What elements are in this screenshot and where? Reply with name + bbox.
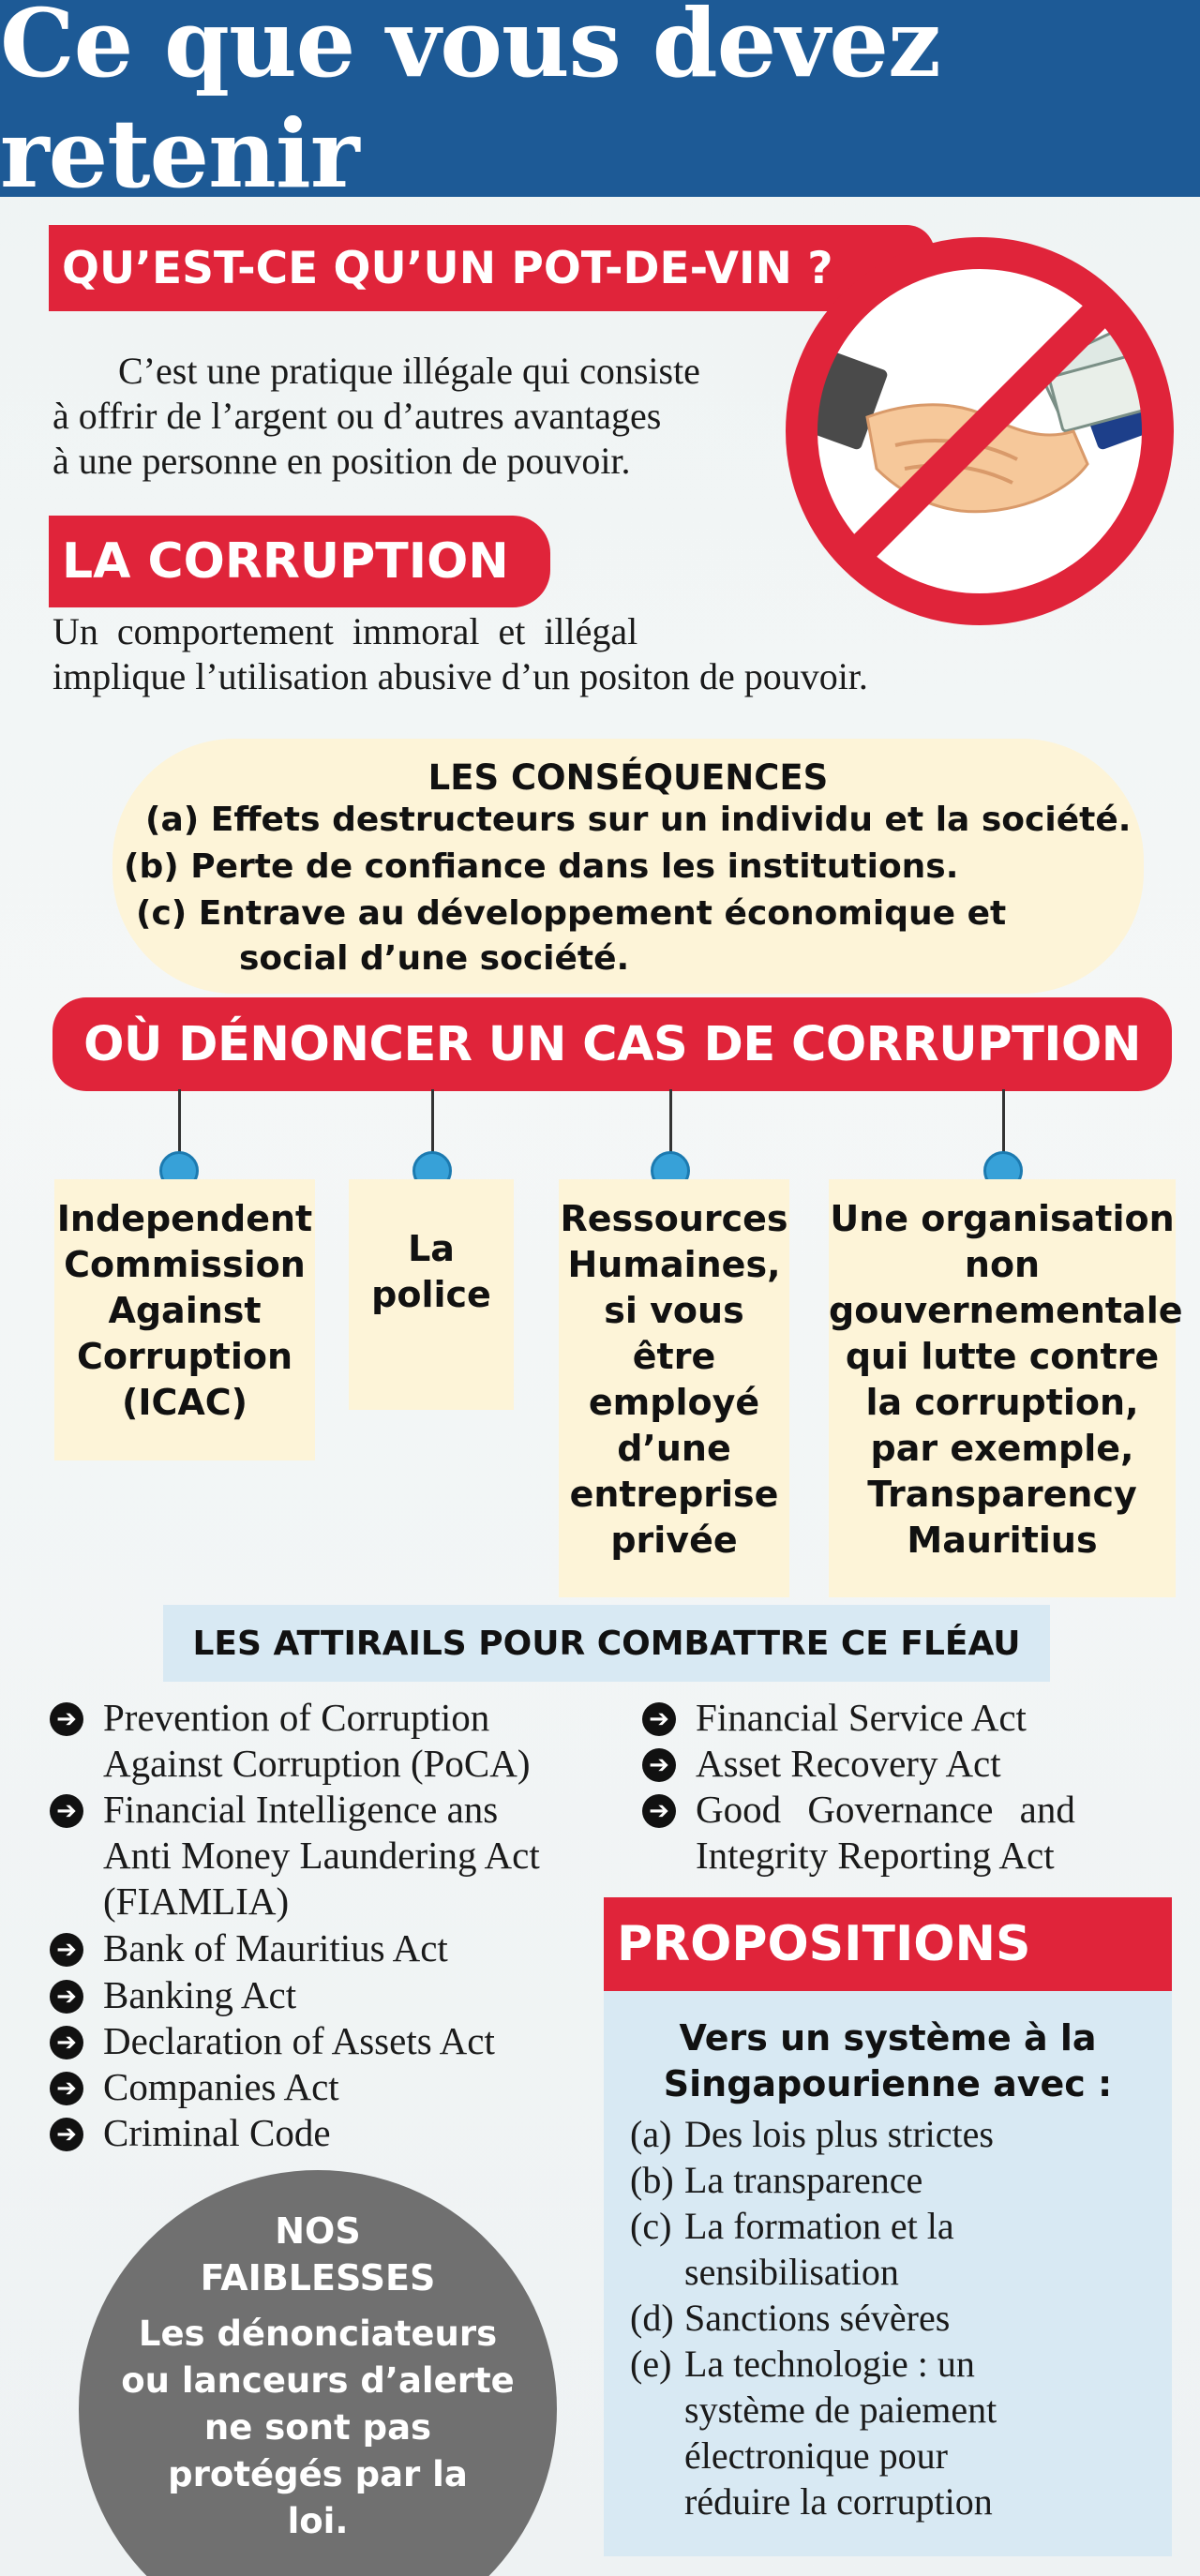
weaknesses-title: NOS FAIBLESSES xyxy=(200,2210,436,2299)
arrow-circle-right-icon: ➔ xyxy=(642,1748,676,1782)
tool-item: ➔ Financial Service Act xyxy=(696,1695,1027,1741)
arrow-circle-right-icon: ➔ xyxy=(50,1794,83,1828)
arrow-circle-right-icon: ➔ xyxy=(50,1980,83,2014)
tool-item: ➔ Banking Act xyxy=(103,1972,296,2018)
proposition-item: (b) La transparence xyxy=(630,2159,923,2201)
definition-line: Un comportement immoral et illégal xyxy=(52,610,638,652)
proposition-item: (e) La technologie : un système de paiement électronique pour réduire la corruption xyxy=(630,2343,998,2523)
page-title: Ce que vous devez retenir xyxy=(0,0,940,209)
definition-line: à une personne en position de pouvoir. xyxy=(52,440,631,482)
arrow-circle-right-icon: ➔ xyxy=(642,1794,676,1828)
consequence-item: (a) Effets destructeurs sur un individu et la société. xyxy=(145,801,1132,839)
consequences-box xyxy=(112,739,1144,994)
definition-line: implique l’utilisation abusive d’un positon de pouvoir. xyxy=(52,655,868,697)
report-card-police: La police xyxy=(349,1179,514,1410)
propositions-intro: Vers un système à la Singapourienne avec : xyxy=(663,2017,1113,2104)
arrow-circle-right-icon: ➔ xyxy=(50,2118,83,2151)
proposition-item: (d) Sanctions sévères xyxy=(630,2297,951,2339)
propositions-heading: PROPOSITIONS xyxy=(604,1897,1172,1991)
consequence-item: (b) Perte de confiance dans les institutions. xyxy=(124,847,959,886)
arrow-circle-right-icon: ➔ xyxy=(50,2026,83,2059)
definition-line: C’est une pratique illégale qui consiste xyxy=(118,350,700,392)
no-bribe-icon xyxy=(764,216,1195,647)
proposition-item: (a) Des lois plus strictes xyxy=(630,2113,994,2155)
tool-item: ➔ Prevention of Corruption Against Corruption (PoCA) xyxy=(103,1695,531,1787)
definition-line: à offrir de l’argent ou d’autres avantages xyxy=(52,395,662,437)
report-card-rh: Ressources Humaines, si vous être employé d’une entreprise privée xyxy=(559,1179,789,1597)
report-card-ngo: Une organisation non gouvernementale qui lutte contre la corruption, par exemple, Transparency Mauritius xyxy=(829,1179,1176,1597)
weaknesses-circle xyxy=(79,2170,557,2576)
arrow-circle-right-icon: ➔ xyxy=(642,1702,676,1736)
pot-de-vin-heading: QU’EST-CE QU’UN POT-DE-VIN ? xyxy=(49,225,935,311)
tool-item: ➔ Bank of Mauritius Act xyxy=(103,1925,448,1971)
consequences-title: LES CONSÉQUENCES xyxy=(428,757,829,798)
proposition-item: (c) La formation et la sensibilisation xyxy=(630,2205,954,2293)
tool-item: ➔ Criminal Code xyxy=(103,2110,331,2156)
tool-item: ➔ Companies Act xyxy=(103,2064,339,2110)
arrow-circle-right-icon: ➔ xyxy=(50,1933,83,1967)
tool-item: ➔ Asset Recovery Act xyxy=(696,1741,1001,1787)
report-heading: OÙ DÉNONCER UN CAS DE CORRUPTION xyxy=(52,997,1172,1091)
tools-heading: LES ATTIRAILS POUR COMBATTRE CE FLÉAU xyxy=(163,1605,1050,1682)
tool-item: ➔ Financial Intelligence ans Anti Money Laundering Act (FIAMLIA) xyxy=(103,1787,540,1925)
weaknesses-text: Les dénonciateurs ou lanceurs d’alerte ne sont pas protégés par la loi. xyxy=(121,2314,515,2541)
tool-item: ➔ Declaration of Assets Act xyxy=(103,2018,495,2064)
arrow-circle-right-icon: ➔ xyxy=(50,2072,83,2105)
pot-de-vin-definition xyxy=(52,349,784,484)
consequence-item: social d’une société. xyxy=(239,939,630,978)
header-bar xyxy=(0,0,1200,209)
corruption-definition xyxy=(52,609,1159,699)
report-card-icac: Independent Commission Against Corruption (ICAC) xyxy=(54,1179,315,1460)
arrow-circle-right-icon: ➔ xyxy=(50,1702,83,1736)
consequence-item: (c) Entrave au développement économique et xyxy=(136,894,1007,933)
tool-item: ➔ Good Governance and Integrity Reporting Act xyxy=(696,1787,1075,1879)
corruption-heading: LA CORRUPTION xyxy=(49,516,550,607)
